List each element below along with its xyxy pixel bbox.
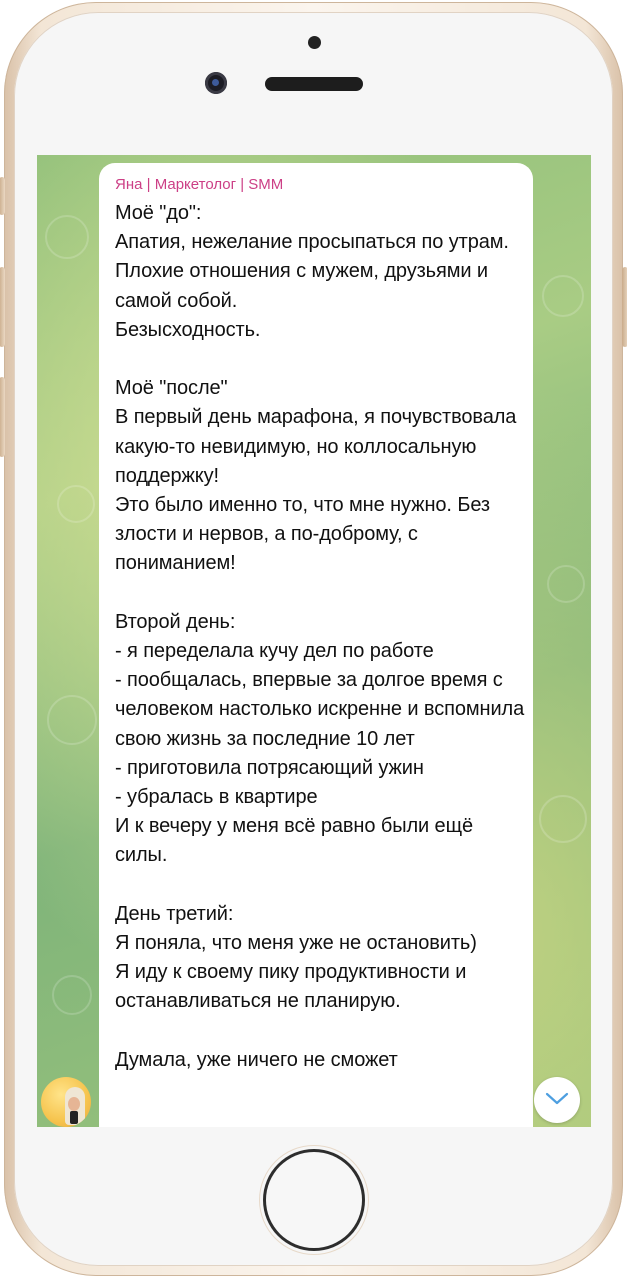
home-button[interactable]	[266, 1152, 362, 1248]
chevron-down-icon	[545, 1091, 569, 1107]
message-text: Моё "до": Апатия, нежелание просыпаться по утрам. Плохие отношения с мужем, друзьями и самой собой. Безысходность. Моё "после" В первый день марафона, я почувствовала какую-то невидимую, но коллосальную поддержку! Это было именно то, что мне нужно. Без злости и нервов, а по-доброму, с пониманием! Второй день: - я переделала кучу дел по работе - пообщалась, впервые за долгое время с человеком настолько искренне и вспомнила свою жизнь за последние 10 лет - приготовила потрясающий ужин - убралась в квартире И к вечеру у меня всё равно были ещё силы. День третий: Я поняла, что меня уже не остановить) Я иду к своему пику продуктивности и останавливаться не планирую. Думала, уже ничего не сможет	[115, 202, 525, 1071]
proximity-sensor	[308, 36, 321, 49]
avatar[interactable]	[41, 1077, 91, 1127]
volume-up-button	[0, 267, 5, 347]
power-button	[622, 267, 627, 347]
chat-screen	[37, 155, 591, 1127]
volume-down-button	[0, 377, 5, 457]
message-bubble[interactable]	[99, 163, 533, 1127]
sender-name[interactable]: Яна | Маркетолог | SMM	[115, 176, 284, 193]
front-camera-icon	[205, 72, 227, 94]
scroll-down-button[interactable]	[534, 1077, 580, 1123]
mute-switch	[0, 177, 5, 215]
earpiece-speaker	[265, 77, 363, 91]
